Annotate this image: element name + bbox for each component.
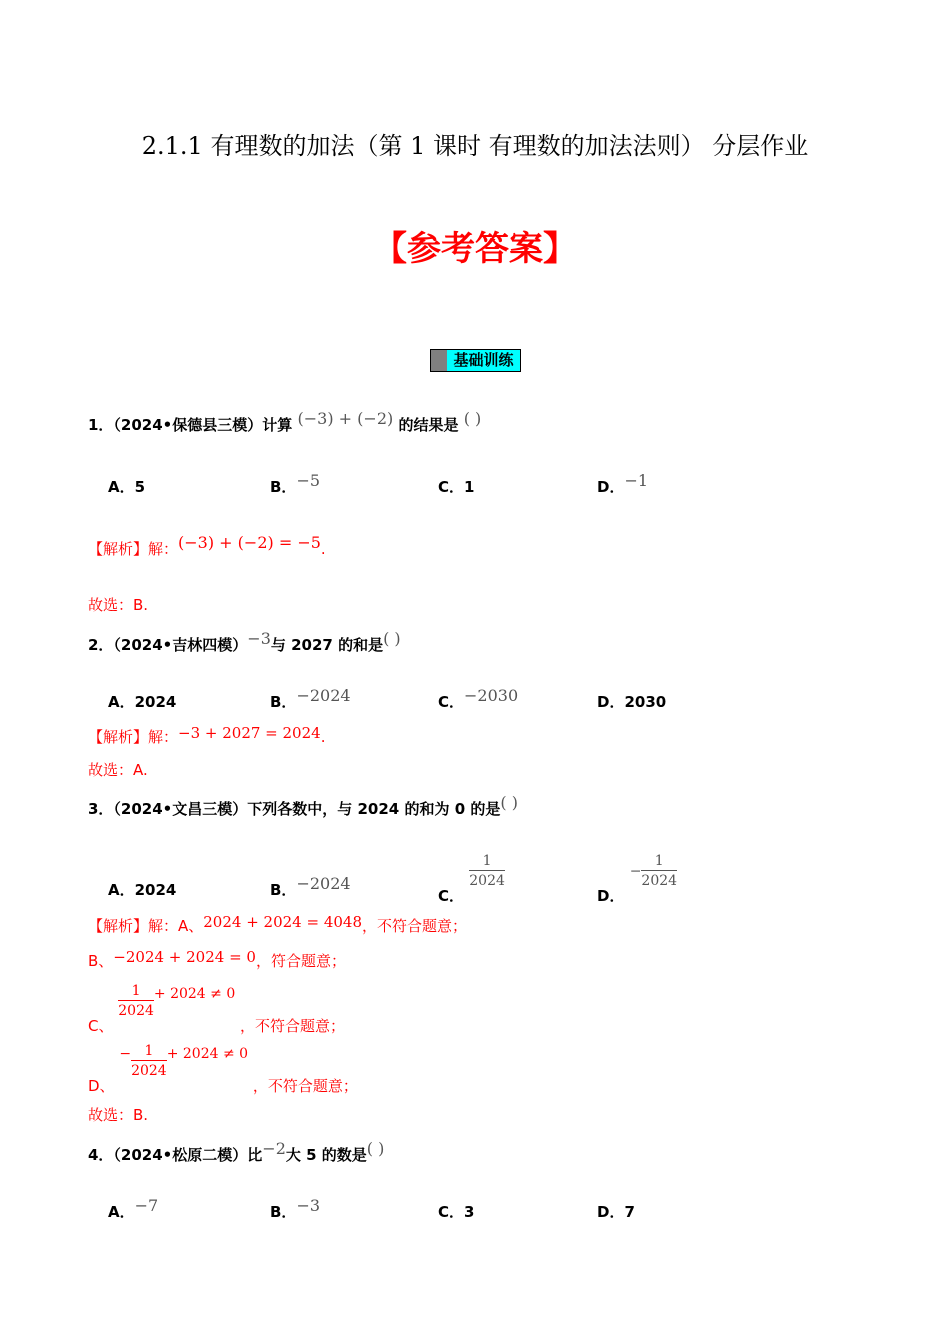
question-2-paren: ( ) — [383, 629, 401, 648]
q3-option-d: D． − $\frac{1}{2024}$ — [597, 853, 678, 905]
q2-analysis: 【解析】解：−3 + 2027 = 2024. — [88, 724, 326, 746]
q3-answer: 故选：B. — [88, 1106, 149, 1124]
q4-option-c: C．3 — [438, 1203, 475, 1221]
q2-option-a: A．2024 — [108, 693, 177, 711]
q4-option-b: B．−3 — [270, 1196, 321, 1221]
q2-option-d: D．2030 — [597, 693, 667, 711]
question-2 — [88, 629, 401, 655]
question-1-text: 1．（2024•保德县三模）计算 — [88, 416, 293, 434]
section-badge-label: 基础训练 — [447, 350, 520, 371]
q2-answer: 故选：A. — [88, 761, 148, 779]
q1-answer: 故选：B. — [88, 596, 149, 614]
question-3-text: 3．（2024•文昌三模）下列各数中，与 2024 的和为 0 的是 — [88, 800, 501, 818]
q1-option-d: D．−1 — [597, 471, 649, 496]
question-4-paren: ( ) — [366, 1139, 385, 1158]
q4-option-a: A．−7 — [108, 1196, 159, 1221]
question-3 — [88, 793, 518, 819]
q3-analysis-d: D、 − $\frac{1}{2024}$ + 2024 ≠ 0 ，不符合题意； — [88, 1043, 358, 1095]
q1-analysis: 【解析】解：(−3) + (−2) = −5. — [88, 533, 326, 558]
question-3-paren: ( ) — [500, 793, 518, 812]
question-4-suffix: 大 5 的数是 — [285, 1146, 367, 1164]
q1-option-a: A．5 — [108, 478, 146, 496]
q3-analysis-b: B、−2024 + 2024 = 0，符合题意； — [88, 948, 346, 970]
q3-option-c: C． $\frac{1}{2024}$ — [438, 853, 505, 905]
question-2-text: 2．（2024•吉林四模） — [88, 636, 248, 654]
q1-option-b: B．−5 — [270, 471, 321, 496]
question-1-paren: ( ) — [463, 409, 482, 428]
question-4-math: −2 — [262, 1139, 286, 1158]
question-2-math: −3 — [247, 629, 271, 648]
q2-option-c: C．−2030 — [438, 686, 519, 711]
question-1-suffix: 的结果是 — [398, 416, 459, 434]
q4-option-d: D．7 — [597, 1203, 635, 1221]
question-4 — [88, 1139, 385, 1165]
q2-option-b: B．−2024 — [270, 686, 351, 711]
q3-analysis-a: 【解析】解：A、2024 + 2024 = 4048，不符合题意； — [88, 913, 468, 935]
answer-header: 【参考答案】 — [373, 229, 577, 269]
section-badge-marker — [431, 350, 447, 371]
question-1-math: (−3) + (−2) — [297, 409, 394, 428]
question-4-text: 4．（2024•松原二模）比 — [88, 1146, 263, 1164]
q3-option-b: B．−2024 — [270, 874, 351, 899]
question-2-suffix: 与 2027 的和是 — [270, 636, 384, 654]
section-badge — [430, 349, 521, 372]
q3-option-a: A．2024 — [108, 881, 177, 899]
q3-analysis-c: C、 $\frac{1}{2024}$ + 2024 ≠ 0 ，不符合题意； — [88, 983, 346, 1035]
question-1 — [88, 409, 482, 435]
q1-option-c: C．1 — [438, 478, 475, 496]
document-title: 2.1.1 有理数的加法（第 1 课时 有理数的加法法则） 分层作业 — [141, 132, 809, 160]
